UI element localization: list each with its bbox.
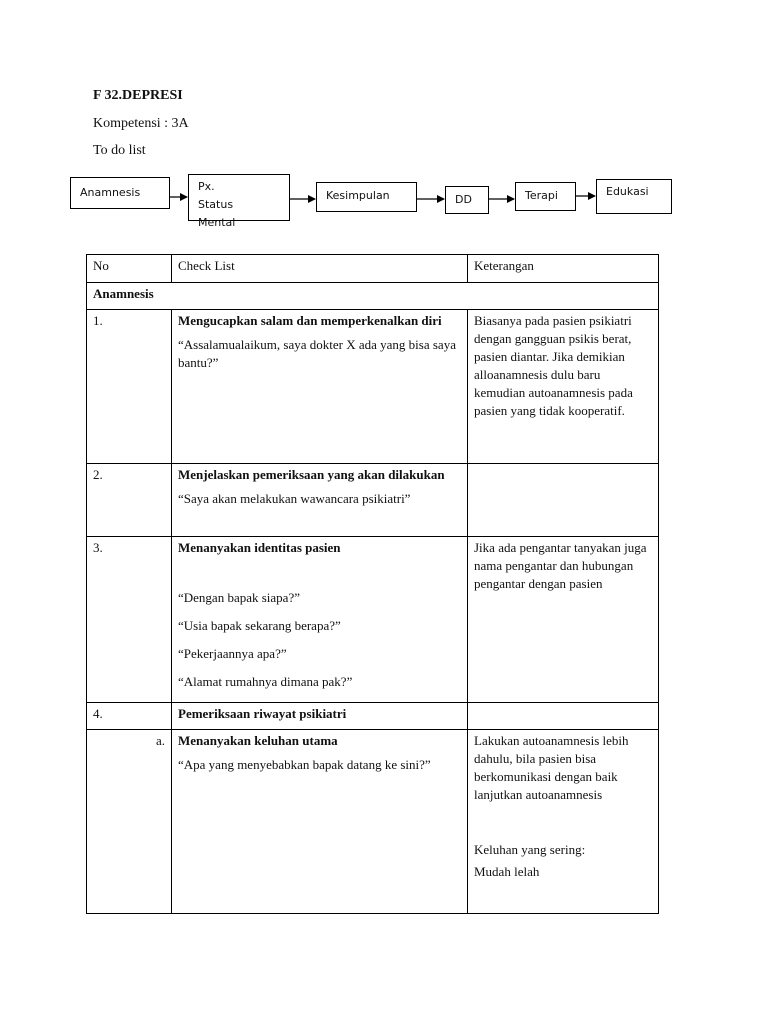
header-check-list: Check List xyxy=(172,255,468,283)
kompetensi-line: Kompetensi : 3A xyxy=(93,116,189,131)
header-keterangan: Keterangan xyxy=(468,255,659,283)
check-item-title: Menjelaskan pemeriksaan yang akan dilakukan xyxy=(178,467,445,482)
table-header-row xyxy=(87,255,659,283)
check-item xyxy=(172,537,468,703)
check-item-title: Pemeriksaan riwayat psikiatri xyxy=(172,703,468,730)
section-anamnesis: Anamnesis xyxy=(87,283,659,310)
check-item-quote: “Pekerjaannya apa?” xyxy=(178,646,287,661)
flow-step-px-status-mental: Px. Status Mental xyxy=(188,174,290,221)
keterangan-cell xyxy=(468,730,659,914)
check-item-quote: “Saya akan melakukan wawancara psikiatri” xyxy=(178,491,411,506)
table-row xyxy=(87,464,659,537)
check-item xyxy=(172,464,468,537)
section-row xyxy=(87,283,659,310)
keterangan-text: Lakukan autoanamnesis lebih dahulu, bila pasien bisa berkomunikasi dengan baik lanjutkan autoanamnesis xyxy=(474,733,629,802)
keterangan-cell xyxy=(468,464,659,537)
table-row xyxy=(87,310,659,464)
table-row xyxy=(87,537,659,703)
keterangan-text: Keluhan yang sering: xyxy=(474,842,586,857)
flow-step-kesimpulan: Kesimpulan xyxy=(316,182,417,212)
flow-step-anamnesis: Anamnesis xyxy=(70,177,170,209)
keterangan-cell xyxy=(468,703,659,730)
row-number: 4. xyxy=(87,703,172,730)
flow-step-terapi: Terapi xyxy=(515,182,576,211)
table-row xyxy=(87,730,659,914)
check-item-title: Mengucapkan salam dan memperkenalkan diri xyxy=(178,313,442,328)
flow-step-dd: DD xyxy=(445,186,489,214)
check-item-quote: “Dengan bapak siapa?” xyxy=(178,590,300,605)
check-item-quote: “Assalamualaikum, saya dokter X ada yang bisa saya bantu?” xyxy=(178,337,456,370)
keterangan-cell: Biasanya pada pasien psikiatri dengan gangguan psikis berat, pasien diantar. Jika demikian alloanamnesis dulu baru kemudian autoanamnesis pada pasien yang tidak kooperatif. xyxy=(468,310,659,464)
check-item-quote: “Apa yang menyebabkan bapak datang ke sini?” xyxy=(178,757,431,772)
row-subletter: a. xyxy=(87,730,172,914)
table-row xyxy=(87,703,659,730)
check-item xyxy=(172,730,468,914)
check-item-title: Menanyakan keluhan utama xyxy=(178,733,338,748)
checklist-table xyxy=(86,254,659,914)
row-number: 1. xyxy=(87,310,172,464)
row-number: 3. xyxy=(87,537,172,703)
check-item-title: Menanyakan identitas pasien xyxy=(178,540,341,555)
check-item-quote: “Usia bapak sekarang berapa?” xyxy=(178,618,341,633)
check-item-quote: “Alamat rumahnya dimana pak?” xyxy=(178,674,353,689)
todo-label: To do list xyxy=(93,143,146,158)
flow-step-edukasi: Edukasi xyxy=(596,179,672,214)
keterangan-cell: Jika ada pengantar tanyakan juga nama pengantar dan hubungan pengantar dengan pasien xyxy=(468,537,659,703)
check-item xyxy=(172,310,468,464)
keterangan-text: Mudah lelah xyxy=(474,864,540,879)
row-number: 2. xyxy=(87,464,172,537)
page-title: F 32.DEPRESI xyxy=(93,88,183,103)
header-no: No xyxy=(87,255,172,283)
